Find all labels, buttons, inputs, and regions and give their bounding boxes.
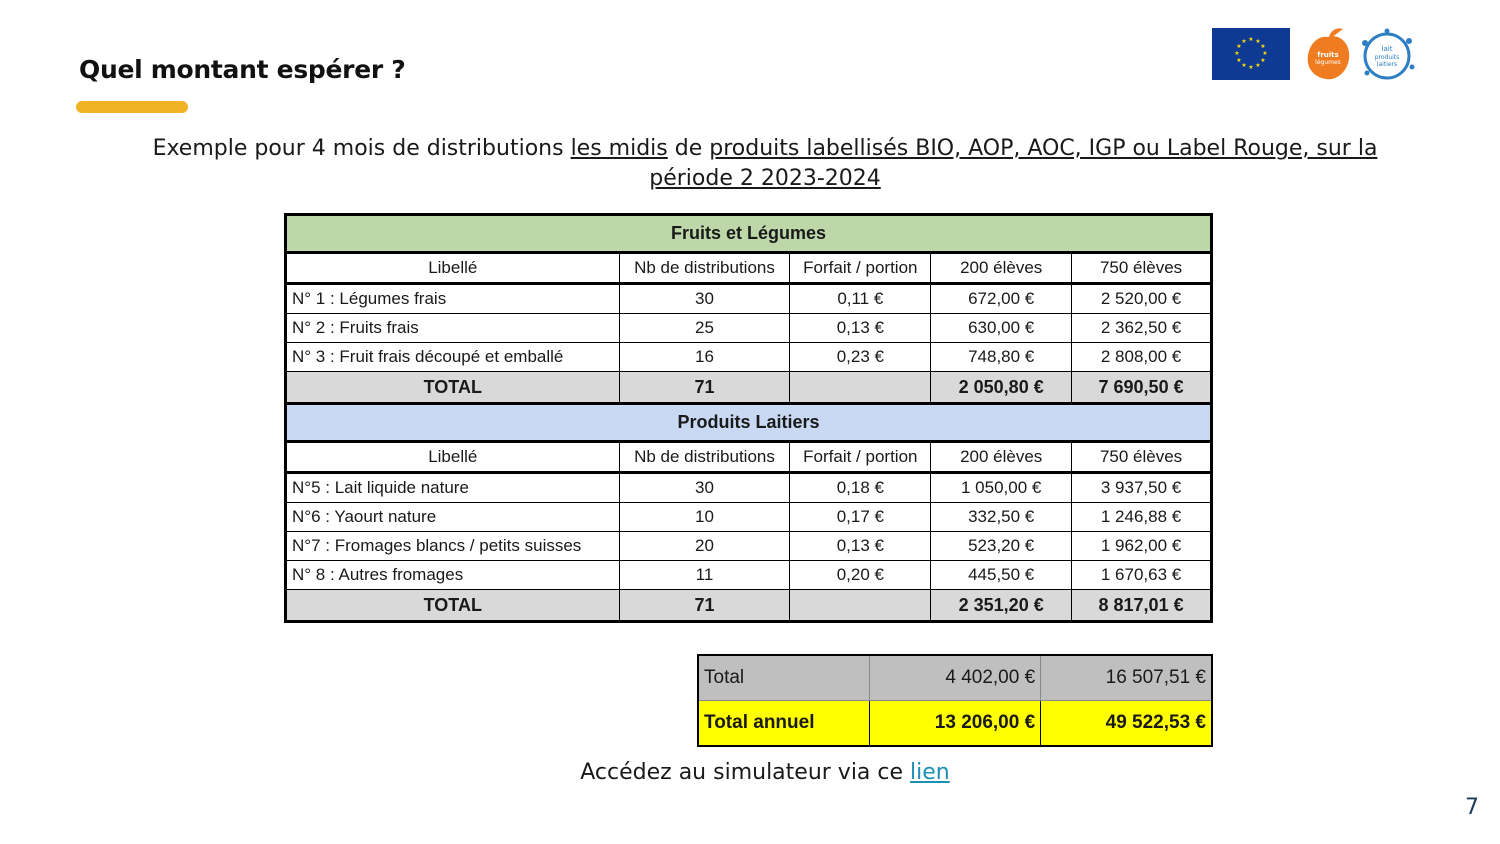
- total-cell: 71: [619, 590, 790, 622]
- table-cell: 0,13 €: [790, 532, 931, 561]
- summary-annual-row: [698, 701, 1212, 747]
- table-cell: 1 670,63 €: [1072, 561, 1212, 590]
- table-cell: 2 362,50 €: [1072, 314, 1212, 343]
- total-cell: 7 690,50 €: [1072, 372, 1212, 404]
- subtitle-text-1: Exemple pour 4 mois de distributions: [152, 136, 571, 161]
- table-cell: 0,18 €: [790, 473, 931, 503]
- section-dairy-header: [286, 404, 1212, 442]
- row-label: N° 3 : Fruit frais découpé et emballé: [286, 343, 620, 372]
- summary-total-row: [698, 655, 1212, 701]
- svg-text:★: ★: [1241, 62, 1247, 69]
- header-cell: Libellé: [286, 253, 620, 284]
- table-cell: 11: [619, 561, 790, 590]
- table-row: [286, 343, 1212, 372]
- slide-title: Quel montant espérer ?: [79, 55, 406, 84]
- header-cell: Forfait / portion: [790, 442, 931, 473]
- total-cell: [790, 590, 931, 622]
- svg-text:★: ★: [1260, 43, 1266, 50]
- table-cell: 0,23 €: [790, 343, 931, 372]
- svg-text:★: ★: [1236, 57, 1242, 64]
- summary-total-200: 4 402,00 €: [869, 655, 1040, 701]
- svg-text:★: ★: [1255, 38, 1261, 45]
- table-cell: 523,20 €: [931, 532, 1072, 561]
- total-cell: 2 050,80 €: [931, 372, 1072, 404]
- total-row-dairy: [286, 590, 1212, 622]
- svg-text:★: ★: [1260, 57, 1266, 64]
- summary-annual-200: 13 206,00 €: [869, 701, 1040, 747]
- svg-text:★: ★: [1262, 50, 1268, 57]
- summary-total-750: 16 507,51 €: [1041, 655, 1212, 701]
- simulator-text: Accédez au simulateur via ce: [580, 760, 911, 785]
- summary-annual-label: Total annuel: [698, 701, 869, 747]
- table-cell: 1 962,00 €: [1072, 532, 1212, 561]
- table-cell: 10: [619, 503, 790, 532]
- table-cell: 0,13 €: [790, 314, 931, 343]
- total-label: TOTAL: [286, 372, 620, 404]
- section-title-fruits: Fruits et Légumes: [286, 215, 1212, 253]
- header-cell: Libellé: [286, 442, 620, 473]
- header-cell: Nb de distributions: [619, 253, 790, 284]
- svg-text:légumes: légumes: [1315, 59, 1341, 66]
- table-cell: 30: [619, 473, 790, 503]
- row-label: N°6 : Yaourt nature: [286, 503, 620, 532]
- summary-total-label: Total: [698, 655, 869, 701]
- total-cell: 8 817,01 €: [1072, 590, 1212, 622]
- table-cell: 3 937,50 €: [1072, 473, 1212, 503]
- subtitle-text-2: de: [667, 136, 710, 161]
- table-row: [286, 503, 1212, 532]
- table-cell: 30: [619, 284, 790, 314]
- section-title-dairy: Produits Laitiers: [286, 404, 1212, 442]
- table-header-row: [286, 442, 1212, 473]
- header-cell: 200 élèves: [931, 442, 1072, 473]
- table-cell: 630,00 €: [931, 314, 1072, 343]
- table-cell: 25: [619, 314, 790, 343]
- subtitle-underlined-1: les midis: [570, 136, 668, 161]
- simulator-link[interactable]: lien: [910, 760, 950, 785]
- table-cell: 2 808,00 €: [1072, 343, 1212, 372]
- table-row: [286, 314, 1212, 343]
- row-label: N° 8 : Autres fromages: [286, 561, 620, 590]
- svg-text:fruits: fruits: [1317, 51, 1339, 59]
- summary-table: [697, 654, 1213, 747]
- table-header-row: [286, 253, 1212, 284]
- total-cell: 71: [619, 372, 790, 404]
- total-cell: [790, 372, 931, 404]
- row-label: N° 1 : Légumes frais: [286, 284, 620, 314]
- eu-flag-icon: [1212, 28, 1290, 80]
- svg-text:★: ★: [1248, 36, 1254, 43]
- header-cell: 750 élèves: [1072, 442, 1212, 473]
- summary-annual-750: 49 522,53 €: [1041, 701, 1212, 747]
- svg-text:★: ★: [1234, 50, 1240, 57]
- table-cell: 0,11 €: [790, 284, 931, 314]
- table-cell: 20: [619, 532, 790, 561]
- table-cell: 445,50 €: [931, 561, 1072, 590]
- svg-text:★: ★: [1248, 64, 1254, 71]
- svg-text:lait: lait: [1381, 45, 1393, 53]
- table-cell: 0,20 €: [790, 561, 931, 590]
- svg-text:★: ★: [1241, 38, 1247, 45]
- table-cell: 748,80 €: [931, 343, 1072, 372]
- svg-text:laitiers: laitiers: [1376, 61, 1398, 68]
- title-underline-bar: [76, 101, 188, 113]
- total-row-fruits: [286, 372, 1212, 404]
- table-cell: 1 050,00 €: [931, 473, 1072, 503]
- svg-text:produits: produits: [1374, 54, 1400, 61]
- simulator-line: [0, 760, 1500, 785]
- svg-text:★: ★: [1236, 43, 1242, 50]
- table-row: [286, 284, 1212, 314]
- distribution-table: [284, 213, 1213, 623]
- section-fruits-header: [286, 215, 1212, 253]
- table-cell: 2 520,00 €: [1072, 284, 1212, 314]
- table-row: [286, 473, 1212, 503]
- total-label: TOTAL: [286, 590, 620, 622]
- header-cell: Nb de distributions: [619, 442, 790, 473]
- table-row: [286, 532, 1212, 561]
- header-cell: 750 élèves: [1072, 253, 1212, 284]
- subtitle-underlined-2: produits labellisés BIO, AOP, AOC, IGP ou Label Rouge, sur la période 2 2023-2024: [649, 136, 1378, 191]
- table-row: [286, 561, 1212, 590]
- table-cell: 1 246,88 €: [1072, 503, 1212, 532]
- svg-text:★: ★: [1255, 62, 1261, 69]
- header-cell: 200 élèves: [931, 253, 1072, 284]
- lait-produits-laitiers-logo: [1357, 27, 1417, 85]
- total-cell: 2 351,20 €: [931, 590, 1072, 622]
- subtitle: [110, 134, 1420, 194]
- row-label: N°5 : Lait liquide nature: [286, 473, 620, 503]
- page-number: 7: [1465, 795, 1479, 820]
- header-cell: Forfait / portion: [790, 253, 931, 284]
- row-label: N° 2 : Fruits frais: [286, 314, 620, 343]
- fruits-et-legumes-logo: [1303, 27, 1353, 83]
- table-cell: 332,50 €: [931, 503, 1072, 532]
- table-cell: 672,00 €: [931, 284, 1072, 314]
- table-cell: 16: [619, 343, 790, 372]
- table-cell: 0,17 €: [790, 503, 931, 532]
- row-label: N°7 : Fromages blancs / petits suisses: [286, 532, 620, 561]
